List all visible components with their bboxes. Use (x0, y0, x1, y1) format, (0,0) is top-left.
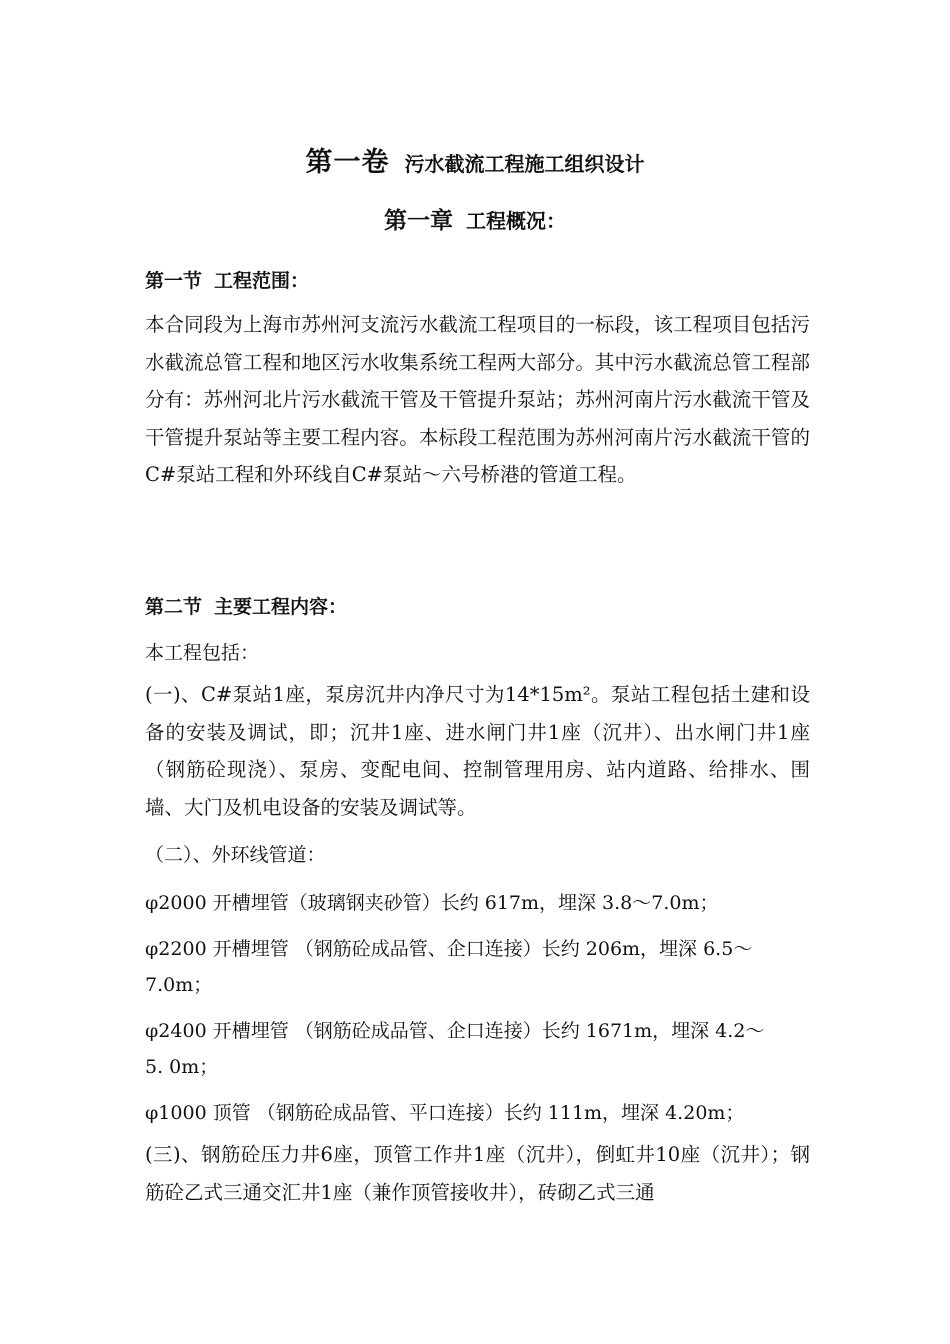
pipe-line-1: φ2000 开槽埋管（玻璃钢夹砂管）长约 617m，埋深 3.8～7.0m； (145, 892, 719, 914)
section-1-heading (145, 266, 309, 293)
volume-title (0, 140, 950, 179)
section-1-paragraph: 本合同段为上海市苏州河支流污水截流工程项目的一标段，该工程项目包括污水截流总管工程和地区污水收集系统工程两大部分。其中污水截流总管工程部分有：苏州河北片污水截流干管及干管提升泵站；苏州河南片污水截流干管及干管提升泵站等主要工程内容。本标段工程范围为苏州河南片污水截流干管的C#泵站工程和外环线自C#泵站～六号桥港的管道工程。 (145, 313, 810, 486)
volume-subtitle: 污水截流工程施工组织设计 (404, 152, 645, 176)
pipe-line-3b: 5. 0m； (145, 1056, 219, 1078)
section-2-title: 主要工程内容： (214, 596, 348, 618)
pipe-line-4: φ1000 顶管 （钢筋砼成品管、平口连接）长约 111m，埋深 4.20m； (145, 1102, 745, 1124)
chapter-subtitle: 工程概况： (466, 209, 567, 233)
item-1-paragraph: (一)、C#泵站1座，泵房沉井内净尺寸为14*15m²。泵站工程包括土建和设备的安装及调试，即；沉井1座、进水闸门井1座（沉井）、出水闸门井1座（钢筋砼现浇）、泵房、变配电间、控制管理用房、站内道路、给排水、围墙、大门及机电设备的安装及调试等。 (145, 683, 810, 819)
chapter-title (0, 202, 950, 235)
section-2-label: 第二节 (145, 596, 203, 618)
section-2-heading (145, 592, 347, 619)
item-2-heading: （二）、外环线管道： (145, 844, 326, 866)
section-1-title: 工程范围： (214, 270, 310, 292)
section-1-label: 第一节 (145, 270, 203, 292)
item-3-paragraph: (三)、钢筋砼压力井6座，顶管工作井1座（沉井），倒虹井10座（沉井）；钢筋砼乙式三通交汇井1座（兼作顶管接收井），砖砌乙式三通 (145, 1143, 810, 1204)
section-2-intro: 本工程包括： (145, 642, 260, 664)
chapter-label: 第一章 (383, 208, 453, 234)
pipe-line-3a: φ2400 开槽埋管 （钢筋砼成品管、企口连接）长约 1671m，埋深 4.2～ (145, 1020, 765, 1042)
pipe-line-2b: 7.0m； (145, 974, 213, 996)
volume-label: 第一卷 (305, 147, 390, 178)
pipe-line-2a: φ2200 开槽埋管 （钢筋砼成品管、企口连接）长约 206m，埋深 6.5～ (145, 938, 753, 960)
